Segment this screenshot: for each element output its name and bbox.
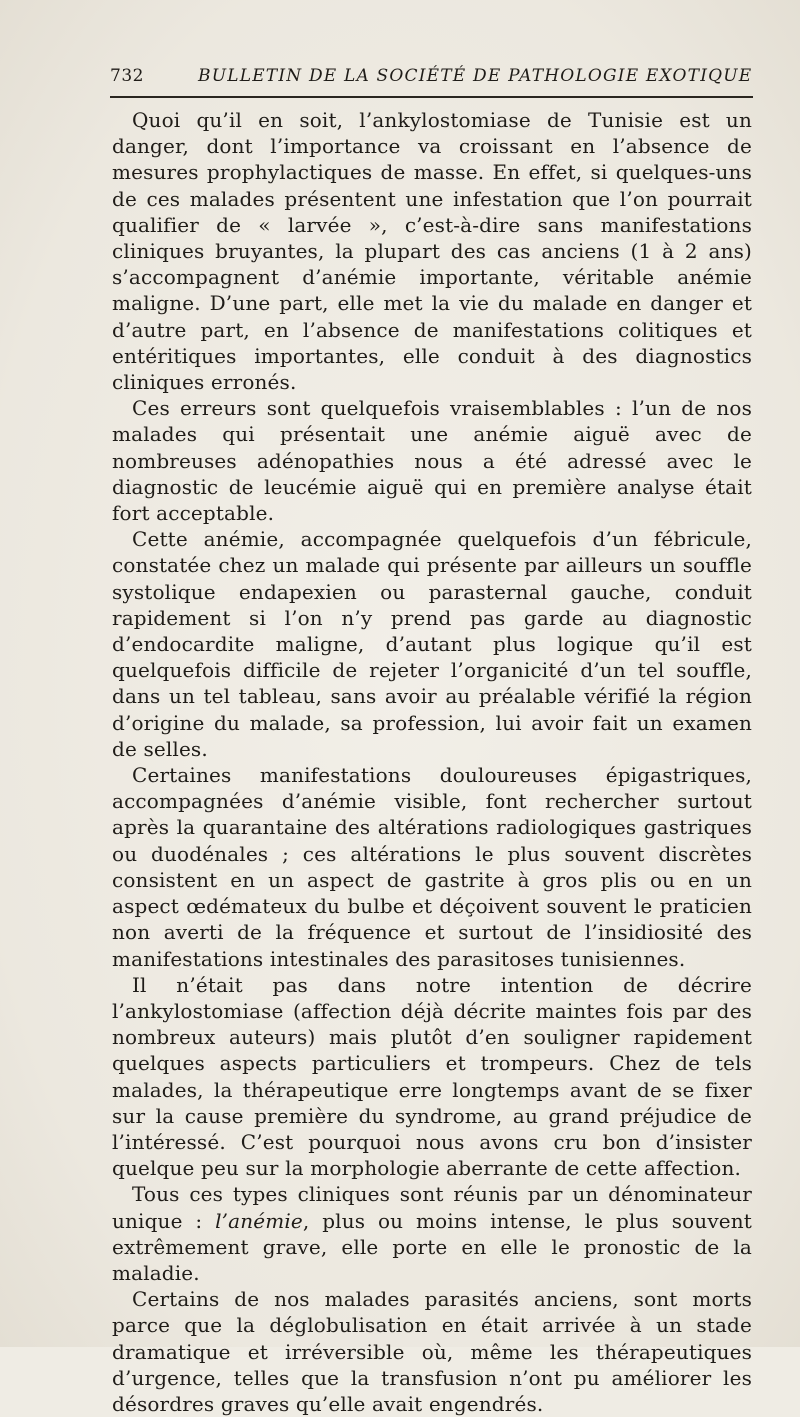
paragraph-danger: Quoi qu’il en soit, l’ankylostomiase de Tunisie est un danger, dont l’importance va croissant en l’absence de mesures prophylactiques de masse. En effet, si quelques-uns de ces malades présentent une infestation que l’on pourrait qualifier de « larvée », c’est-à-dire sans manifestations cliniques bruyantes, la plupart des cas anciens (1 à 2 ans) s’accompagnent d’anémie importante, véritable anémie maligne. D’une part, elle met la vie du malade en danger et d’autre part, en l’absence de manifestations colitiques et entéritiques importantes, elle conduit à des diagnostics cliniques erronés.	[112, 108, 752, 395]
page-number: 732	[110, 66, 144, 86]
page-header	[110, 62, 753, 98]
paragraph-epigastric: Certaines manifestations douloureuses épigastriques, accompagnées d’anémie visible, font rechercher surtout après la quarantaine des altérations radiologiques gastriques ou duodénales ; ces altérations le plus souvent discrètes consistent en un aspect de gastrite à gros plis ou en un aspect œdémateux du bulbe et déçoivent souvent le praticien non averti de la fréquence et surtout de l’insidiosité des manifestations intestinales des parasitoses tunisiennes.	[112, 763, 752, 971]
paragraph-denominator-before: Tous ces types cliniques sont réunis par un dénominateur unique :	[112, 1182, 752, 1233]
article-body	[112, 107, 752, 1417]
paragraph-errors: Ces erreurs sont quelquefois vraisemblables : l’un de nos malades qui présentait une anémie aiguë avec de nombreuses adénopathies nous a été adressé avec le diagnostic de leucémie aiguë qui en première analyse était fort acceptable.	[112, 396, 752, 526]
emphasis-anemie: l’anémie	[215, 1208, 303, 1233]
paragraph-denominator	[112, 1181, 752, 1286]
paragraph-deaths: Certains de nos malades parasités anciens, sont morts parce que la déglobulisation en était arrivée à un stade dramatique et irréversible où, même les thérapeutiques d’urgence, telles que la transfusion n’ont pu améliorer les désordres graves qu’elle avait engendrés.	[112, 1287, 752, 1416]
paragraph-anemia-endocarditis: Cette anémie, accompagnée quelquefois d’un fébricule, constatée chez un malade qui présente par ailleurs un souffle systolique endapexien ou parasternal gauche, conduit rapidement si l’on n’y prend pas garde au diagnostic d’endocardite maligne, d’autant plus logique qu’il est quelquefois difficile de rejeter l’organicité d’un tel souffle, dans un tel tableau, sans avoir au préalable vérifié la région d’origine du malade, sa profession, lui avoir fait un examen de selles.	[112, 527, 752, 761]
paragraph-intention: Il n’était pas dans notre intention de décrire l’ankylostomiase (affection déjà décrite maintes fois par des nombreux auteurs) mais plutôt d’en souligner rapidement quelques aspects particuliers et trompeurs. Chez de tels malades, la thérapeutique erre longtemps avant de se fixer sur la cause première du syndrome, au grand préjudice de l’intéressé. C’est pourquoi nous avons cru bon d’insister quelque peu sur la morphologie aberrante de cette affection.	[112, 972, 752, 1181]
running-title: BULLETIN DE LA SOCIÉTÉ DE PATHOLOGIE EXOTIQUE	[198, 66, 753, 86]
paragraph-denominator-after: , plus ou moins intense, le plus souvent extrêmement grave, elle porte en elle le pronostic de la maladie.	[112, 1208, 752, 1285]
